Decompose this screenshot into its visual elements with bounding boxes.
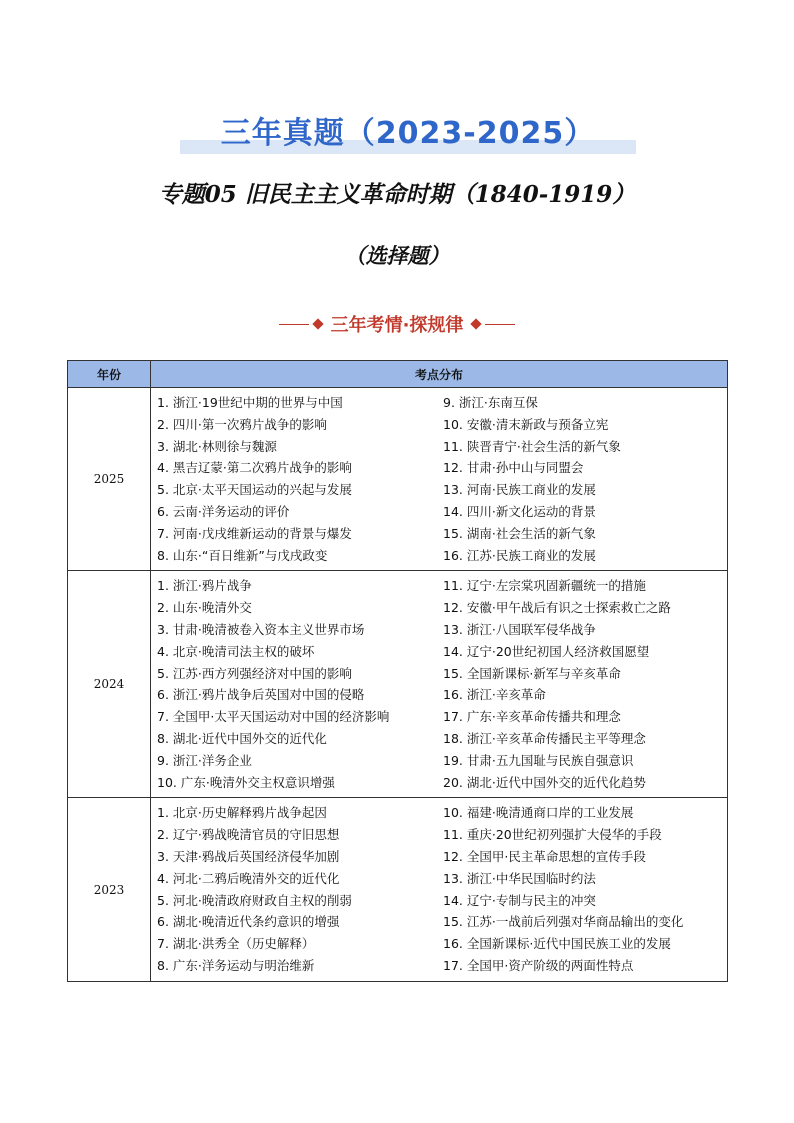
- list-item: 16. 江苏·民族工商业的发展: [443, 547, 596, 563]
- list-item: 7. 河南·戊戌维新运动的背景与爆发: [157, 525, 352, 541]
- list-item: 2. 四川·第一次鸦片战争的影响: [157, 416, 327, 432]
- question-type: （选择题）: [344, 243, 450, 268]
- list-item: 8. 湖北·近代中国外交的近代化: [157, 730, 327, 746]
- points-cell: [151, 571, 728, 798]
- list-item: 18. 浙江·辛亥革命传播民主平等理念: [443, 730, 646, 746]
- list-item: 2. 辽宁·鸦战晚清官员的守旧思想: [157, 827, 340, 843]
- list-item: 4. 河北·二鸦后晚清外交的近代化: [157, 870, 340, 886]
- list-item: 1. 浙江·19世纪中期的世界与中国: [157, 395, 343, 410]
- points-column-right: [439, 798, 727, 980]
- list-item: 17. 全国甲·资产阶级的两面性特点: [443, 957, 634, 973]
- list-item: 15. 全国新课标·新军与辛亥革命: [443, 665, 621, 681]
- list-item: 6. 浙江·鸦片战争后英国对中国的侵略: [157, 687, 365, 703]
- list-item: 8. 广东·洋务运动与明治维新: [157, 957, 315, 973]
- list-item: 8. 山东·“百日维新”与戊戌政变: [157, 547, 328, 563]
- list-item: 10. 广东·晚清外交主权意识增强: [157, 774, 335, 790]
- list-item: 15. 江苏·一战前后列强对华商品输出的变化: [443, 914, 684, 930]
- list-item: 6. 湖北·晚清近代条约意识的增强: [157, 914, 340, 930]
- topic-title: 专题05 旧民主主义革命时期（1840-1919）: [158, 181, 636, 208]
- diamond-icon: [312, 318, 323, 329]
- section-header: [0, 311, 794, 337]
- points-column-right: [439, 388, 727, 570]
- list-item: 6. 云南·洋务运动的评价: [157, 503, 290, 519]
- list-item: 17. 广东·辛亥革命传播共和理念: [443, 709, 621, 725]
- list-item: 7. 全国甲·太平天国运动对中国的经济影响: [157, 709, 390, 725]
- list-item: 5. 江苏·西方列强经济对中国的影响: [157, 665, 352, 681]
- points-column-right: [439, 571, 727, 797]
- points-column-left: [151, 571, 439, 797]
- table-row: [68, 798, 728, 981]
- list-item: 11. 重庆·20世纪初列强扩大侵华的手段: [443, 827, 662, 843]
- table-row: [68, 388, 728, 571]
- points-cell: [151, 388, 728, 571]
- list-item: 11. 辽宁·左宗棠巩固新疆统一的措施: [443, 578, 646, 594]
- list-item: 4. 北京·晚清司法主权的破坏: [157, 643, 315, 659]
- divider-line-right: [485, 324, 515, 325]
- list-item: 9. 浙江·洋务企业: [157, 752, 252, 768]
- list-item: 14. 四川·新文化运动的背景: [443, 503, 596, 519]
- list-item: 14. 辽宁·20世纪初国人经济救国愿望: [443, 643, 650, 659]
- exam-points-table: [67, 360, 728, 982]
- list-item: 19. 甘肃·五九国耻与民族自强意识: [443, 752, 634, 768]
- list-item: 12. 安徽·甲午战后有识之士探索救亡之路: [443, 600, 671, 616]
- list-item: 13. 河南·民族工商业的发展: [443, 482, 596, 498]
- list-item: 15. 湖南·社会生活的新气象: [443, 525, 596, 541]
- year-cell: 2025: [68, 388, 151, 571]
- list-item: 16. 全国新课标·近代中国民族工业的发展: [443, 936, 671, 952]
- list-item: 10. 安徽·清末新政与预备立宪: [443, 416, 609, 432]
- list-item: 13. 浙江·中华民国临时约法: [443, 870, 596, 886]
- year-cell: 2023: [68, 798, 151, 981]
- list-item: 5. 河北·晚清政府财政自主权的削弱: [157, 892, 352, 908]
- list-item: 4. 黑吉辽蒙·第二次鸦片战争的影响: [157, 460, 352, 476]
- list-item: 5. 北京·太平天国运动的兴起与发展: [157, 482, 352, 498]
- list-item: 14. 辽宁·专制与民主的冲突: [443, 892, 596, 908]
- list-item: 9. 浙江·东南互保: [443, 395, 538, 410]
- header-year: 年份: [68, 361, 151, 388]
- section-title: 三年考情·探规律: [330, 315, 464, 336]
- list-item: 11. 陕晋青宁·社会生活的新气象: [443, 438, 621, 454]
- list-item: 10. 福建·晚清通商口岸的工业发展: [443, 805, 634, 821]
- header-points: 考点分布: [151, 361, 728, 388]
- list-item: 13. 浙江·八国联军侵华战争: [443, 621, 596, 637]
- list-item: 7. 湖北·洪秀全（历史解释）: [157, 936, 315, 952]
- list-item: 3. 湖北·林则徐与魏源: [157, 438, 277, 454]
- list-item: 12. 甘肃·孙中山与同盟会: [443, 460, 584, 476]
- divider-line-left: [279, 324, 309, 325]
- list-item: 1. 北京·历史解释鸦片战争起因: [157, 805, 327, 821]
- points-column-left: [151, 798, 439, 980]
- list-item: 1. 浙江·鸦片战争: [157, 578, 252, 594]
- table-header-row: [68, 361, 728, 388]
- list-item: 12. 全国甲·民主革命思想的宣传手段: [443, 848, 646, 864]
- list-item: 2. 山东·晚清外交: [157, 600, 252, 616]
- table-row: [68, 571, 728, 798]
- list-item: 16. 浙江·辛亥革命: [443, 687, 546, 703]
- diamond-icon: [471, 318, 482, 329]
- title-banner: [180, 114, 636, 154]
- list-item: 20. 湖北·近代中国外交的近代化趋势: [443, 774, 646, 790]
- list-item: 3. 天津·鸦战后英国经济侵华加剧: [157, 848, 340, 864]
- year-cell: 2024: [68, 571, 151, 798]
- points-column-left: [151, 388, 439, 570]
- banner-title: 三年真题（2023-2025）: [220, 116, 596, 151]
- list-item: 3. 甘肃·晚清被卷入资本主义世界市场: [157, 621, 365, 637]
- points-cell: [151, 798, 728, 981]
